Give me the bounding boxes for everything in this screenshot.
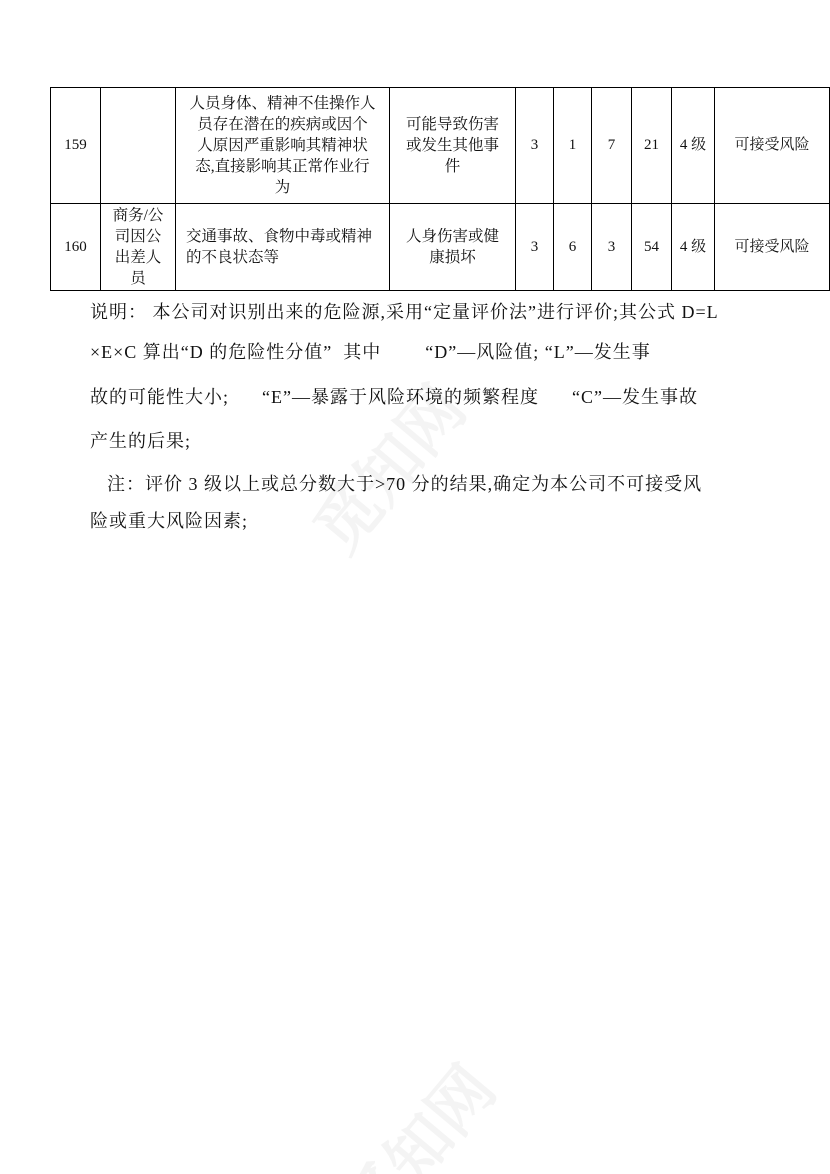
- cell-number: 159: [51, 88, 101, 204]
- cell-consequence: [390, 204, 516, 291]
- note-line: 故的可能性大小; “E”—暴露于风险环境的频繁程度 “C”—发生事故: [90, 387, 698, 407]
- cell-personnel: [101, 204, 176, 291]
- cell-l-value: 3: [516, 204, 554, 291]
- personnel-line: 司因公: [114, 228, 162, 245]
- cell-result: 可接受风险: [715, 88, 830, 204]
- consequence-line: 人身伤害或健: [405, 228, 499, 245]
- table-row: [51, 88, 830, 204]
- cell-number: 160: [51, 204, 101, 291]
- hazard-line: 交通事故、食物中毒或精神: [186, 228, 373, 245]
- note-line: ×E×C 算出“D 的危险性分值” 其中 “D”—风险值; “L”—发生事: [90, 342, 651, 362]
- hazard-line: 的不良状态等: [186, 249, 280, 266]
- personnel-line: 出差人: [114, 249, 162, 266]
- hazard-line: 人员身体、精神不佳操作人: [189, 95, 376, 112]
- consequence-line: 件: [444, 158, 461, 175]
- note-line: 注：评价 3 级以上或总分数大于>70 分的结果,确定为本公司不可接受风: [107, 474, 703, 494]
- cell-hazard: [176, 204, 390, 291]
- hazard-line: 人原因严重影响其精神状: [197, 137, 368, 154]
- table-row: [51, 204, 830, 291]
- cell-e-value: 1: [554, 88, 592, 204]
- cell-l-value: 3: [516, 88, 554, 204]
- hazard-line: 为: [274, 179, 291, 196]
- consequence-line: 康损坏: [429, 249, 476, 266]
- note-line: 说明： 本公司对识别出来的危险源,采用“定量评价法”进行评价;其公式 D=L: [90, 302, 719, 322]
- cell-level: 4 级: [672, 88, 715, 204]
- hazard-line: 员存在潜在的疾病或因个: [197, 116, 368, 133]
- watermark: [319, 1043, 513, 1174]
- note-line: 产生的后果;: [90, 431, 192, 451]
- consequence-line: 可能导致伤害: [405, 116, 499, 133]
- cell-level: 4 级: [672, 204, 715, 291]
- note-line: 险或重大风险因素;: [90, 511, 249, 531]
- cell-d-value: 21: [632, 88, 672, 204]
- cell-hazard: [176, 88, 390, 204]
- cell-d-value: 54: [632, 204, 672, 291]
- cell-c-value: 7: [592, 88, 632, 204]
- cell-e-value: 6: [554, 204, 592, 291]
- personnel-line: 员: [130, 270, 146, 287]
- risk-assessment-table: [50, 87, 830, 291]
- consequence-line: 或发生其他事: [405, 137, 499, 154]
- personnel-line: 商务/公: [112, 207, 164, 224]
- hazard-line: 态,直接影响其正常作业行: [195, 158, 370, 175]
- cell-c-value: 3: [592, 204, 632, 291]
- cell-result: 可接受风险: [715, 204, 830, 291]
- cell-personnel: [101, 88, 176, 204]
- cell-consequence: [390, 88, 516, 204]
